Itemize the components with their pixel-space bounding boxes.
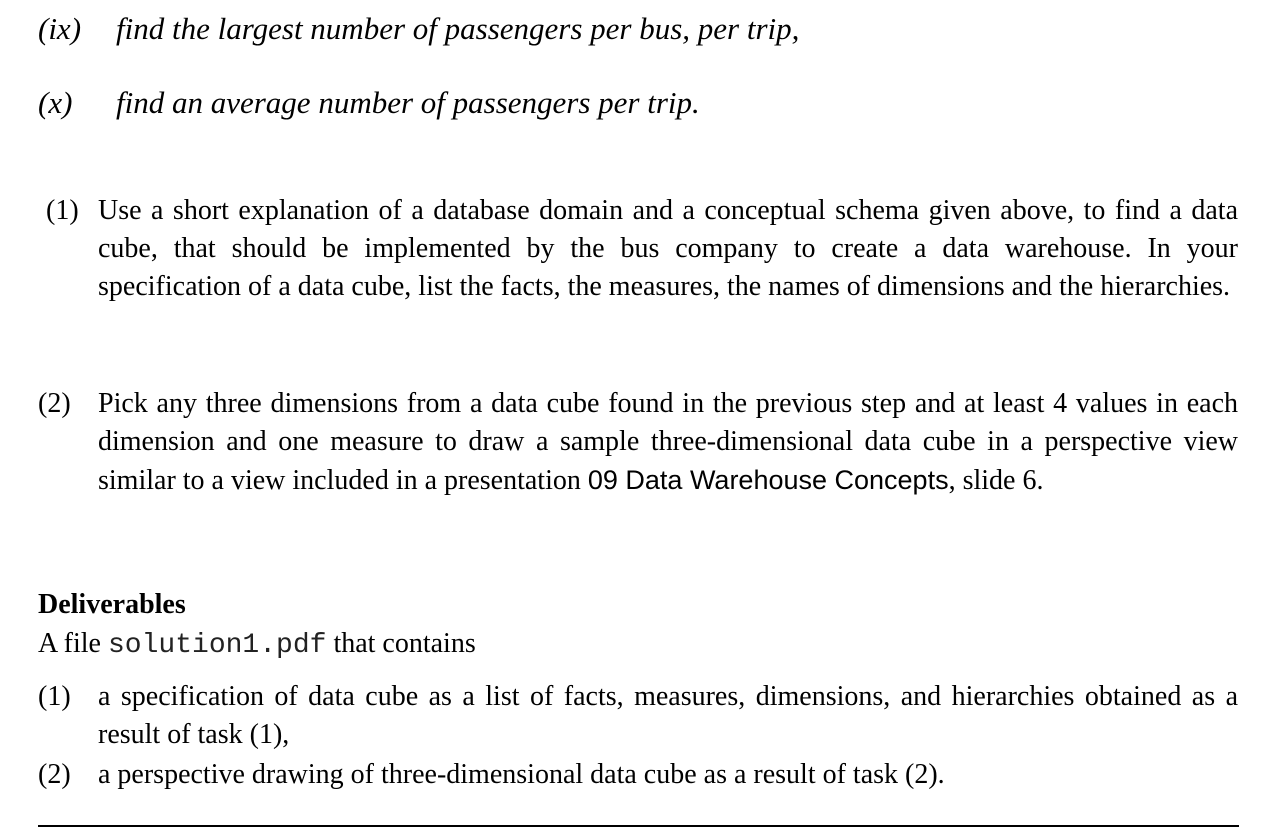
task-1 bbox=[46, 192, 1238, 306]
subtask-ix bbox=[38, 10, 799, 48]
subtask-label: (ix) bbox=[38, 11, 82, 46]
subtask-text: find the largest number of passengers per bus, per trip, bbox=[116, 11, 800, 46]
deliverable-number: (2) bbox=[38, 759, 71, 790]
task-2 bbox=[38, 385, 1238, 500]
deliverable-text: a perspective drawing of three-dimensional data cube as a result of task (2). bbox=[98, 759, 945, 790]
subtask-x bbox=[38, 84, 700, 122]
task-number: (2) bbox=[38, 388, 71, 419]
deliverables-intro bbox=[38, 625, 476, 665]
task-number: (1) bbox=[46, 195, 79, 226]
task-text bbox=[98, 385, 1238, 500]
deliverable-number: (1) bbox=[38, 681, 71, 712]
intro-text-end: that contains bbox=[333, 628, 476, 659]
intro-text: A file bbox=[38, 628, 101, 659]
subtask-text: find an average number of passengers per trip. bbox=[116, 85, 700, 120]
deliverable-item-2 bbox=[38, 756, 1238, 794]
task-text: Use a short explanation of a database domain and a conceptual schema given above, to find a data cube, that should be implemented by the bus company to create a data warehouse. In your specification of a data cube, list the facts, the measures, the names of dimensions and the hierarchies. bbox=[98, 195, 1238, 302]
deliverable-text: a specification of data cube as a list of facts, measures, dimensions, and hierarchies obtained as a result of task (1), bbox=[98, 681, 1238, 750]
solution-filename: solution1.pdf bbox=[108, 630, 327, 661]
presentation-reference: 09 Data Warehouse Concepts bbox=[587, 465, 949, 495]
footnote-divider bbox=[38, 825, 1239, 827]
deliverable-item-1 bbox=[38, 678, 1238, 754]
deliverables-heading: Deliverables bbox=[38, 589, 186, 620]
subtask-label: (x) bbox=[38, 85, 73, 120]
task-text-end: , slide 6. bbox=[948, 465, 1044, 496]
task-text-main: Pick any three dimensions from a data cube found in the previous step and at least 4 values in each dimension and one measure to draw a sample three-dimensional data cube in a perspective view similar to a view included in a presentation bbox=[98, 388, 1238, 496]
